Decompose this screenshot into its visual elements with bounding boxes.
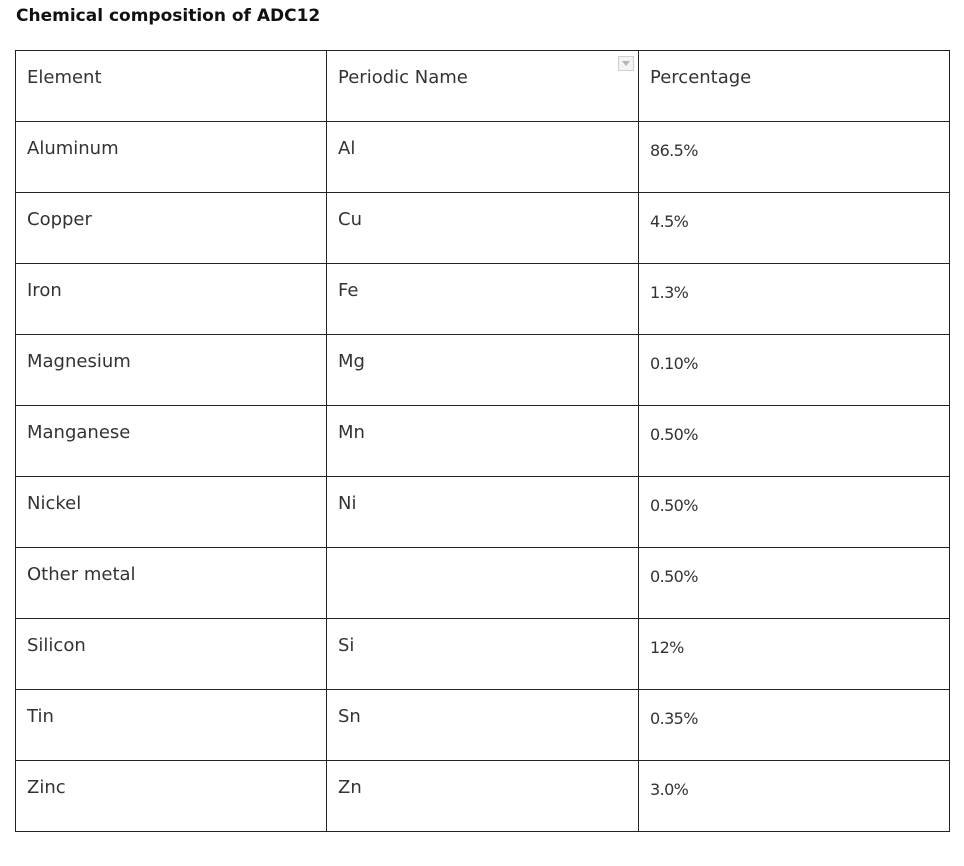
cell-text: 0.50% — [650, 496, 698, 515]
table-row — [16, 406, 950, 477]
cell-text: Silicon — [27, 635, 86, 656]
element-cell — [16, 122, 327, 193]
percentage-cell — [639, 477, 950, 548]
cell-text: Ni — [338, 493, 357, 514]
element-cell — [16, 548, 327, 619]
table-row — [16, 335, 950, 406]
cell-text: Iron — [27, 280, 62, 301]
percentage-cell — [639, 335, 950, 406]
table-row — [16, 690, 950, 761]
cell-text: Sn — [338, 706, 361, 727]
cell-text: 0.50% — [650, 425, 698, 444]
cell-text: Fe — [338, 280, 359, 301]
periodic-name-cell — [327, 264, 639, 335]
filter-dropdown-icon[interactable] — [618, 56, 634, 71]
periodic-name-cell — [327, 477, 639, 548]
cell-text: Zinc — [27, 777, 66, 798]
cell-text: Al — [338, 138, 356, 159]
element-cell — [16, 690, 327, 761]
column-header-percentage — [639, 51, 950, 122]
table-row — [16, 548, 950, 619]
percentage-cell — [639, 264, 950, 335]
column-header-periodic-name — [327, 51, 639, 122]
table-header-row — [16, 51, 950, 122]
cell-text: Aluminum — [27, 138, 119, 159]
periodic-name-cell — [327, 690, 639, 761]
element-cell — [16, 619, 327, 690]
cell-text: Other metal — [27, 564, 136, 585]
periodic-name-cell — [327, 406, 639, 477]
percentage-cell — [639, 548, 950, 619]
cell-text: 86.5% — [650, 141, 698, 160]
periodic-name-cell — [327, 335, 639, 406]
element-cell — [16, 193, 327, 264]
cell-text: 3.0% — [650, 780, 689, 799]
cell-text: Magnesium — [27, 351, 131, 372]
cell-text — [338, 548, 638, 563]
periodic-name-cell — [327, 193, 639, 264]
cell-text: 12% — [650, 638, 684, 657]
cell-text: Mn — [338, 422, 365, 443]
element-cell — [16, 335, 327, 406]
table-row — [16, 619, 950, 690]
cell-text: Mg — [338, 351, 365, 372]
table-row — [16, 193, 950, 264]
cell-text: 0.50% — [650, 567, 698, 586]
periodic-name-cell — [327, 548, 639, 619]
cell-text: 1.3% — [650, 283, 689, 302]
cell-text: Nickel — [27, 493, 82, 514]
table-row — [16, 477, 950, 548]
cell-text: 0.10% — [650, 354, 698, 373]
percentage-cell — [639, 619, 950, 690]
column-header-label: Element — [27, 67, 102, 88]
percentage-cell — [639, 122, 950, 193]
periodic-name-cell — [327, 619, 639, 690]
cell-text: Manganese — [27, 422, 131, 443]
cell-text: Copper — [27, 209, 92, 230]
column-header-element — [16, 51, 327, 122]
column-header-label: Periodic Name — [338, 67, 468, 88]
percentage-cell — [639, 406, 950, 477]
cell-text: Tin — [27, 706, 54, 727]
element-cell — [16, 406, 327, 477]
periodic-name-cell — [327, 761, 639, 832]
percentage-cell — [639, 690, 950, 761]
cell-text: Zn — [338, 777, 362, 798]
table-row — [16, 264, 950, 335]
cell-text: Si — [338, 635, 355, 656]
percentage-cell — [639, 761, 950, 832]
element-cell — [16, 477, 327, 548]
cell-text: 4.5% — [650, 212, 689, 231]
table-row — [16, 761, 950, 832]
element-cell — [16, 264, 327, 335]
cell-text: Cu — [338, 209, 362, 230]
element-cell — [16, 761, 327, 832]
column-header-label: Percentage — [650, 67, 752, 88]
table-row — [16, 122, 950, 193]
composition-table — [15, 50, 950, 832]
cell-text: 0.35% — [650, 709, 698, 728]
percentage-cell — [639, 193, 950, 264]
periodic-name-cell — [327, 122, 639, 193]
page-title: Chemical composition of ADC12 — [16, 6, 321, 26]
